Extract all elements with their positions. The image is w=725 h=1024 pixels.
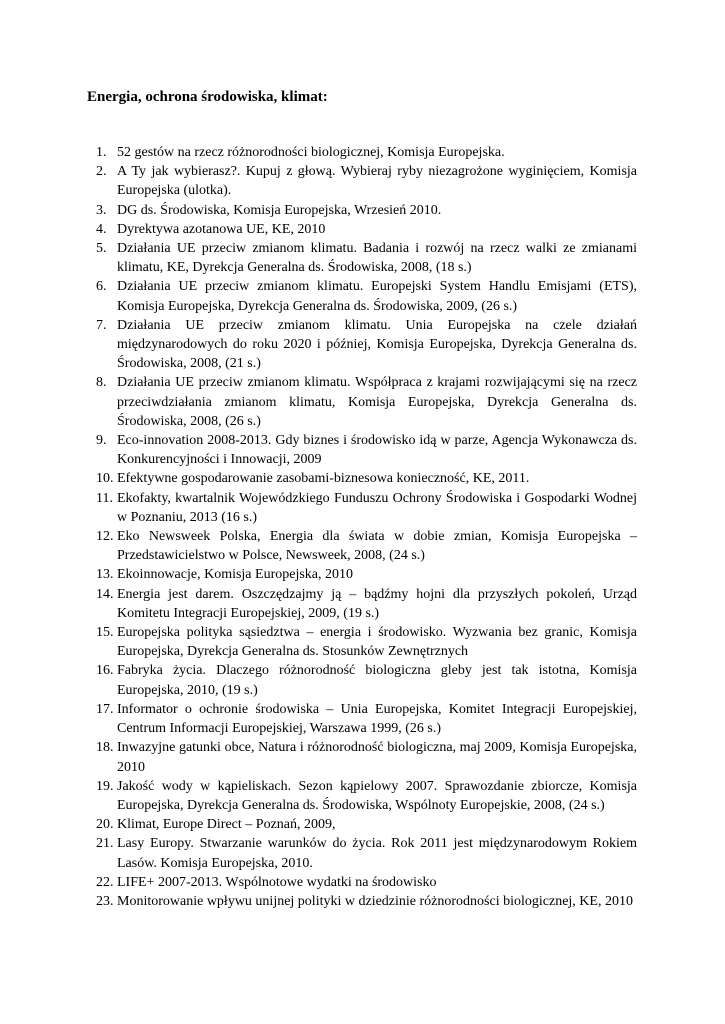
list-item-number: 23. [96, 893, 114, 909]
list-item-number: 17. [96, 701, 114, 717]
list-item [0, 143, 725, 162]
list-item-text: Działania UE przeciw zmianom klimatu. Unia Europejska na czele działań międzynarodowych do roku 2020 i później, Komisja Europejska, Dyrekcja Generalna ds. Środowiska, 2008, (21 s.) [117, 317, 637, 372]
list-item-text: Działania UE przeciw zmianom klimatu. Badania i rozwój na rzecz walki ze zmianami klimatu, KE, Dyrekcja Generalna ds. Środowiska, 2008, (18 s.) [117, 241, 637, 276]
list-item-number: 15. [96, 625, 114, 641]
list-item-number: 10. [96, 471, 114, 487]
list-item-number: 12. [96, 529, 114, 545]
list-item [0, 623, 725, 661]
list-item-text: Eco-innovation 2008-2013. Gdy biznes i środowisko idą w parze, Agencja Wykonawcza ds. Konkurencyjności i Innowacji, 2009 [117, 433, 637, 468]
list-item-text: 52 gestów na rzecz różnorodności biologicznej, Komisja Europejska. [117, 145, 505, 160]
list-item-text: Dyrektywa azotanowa UE, KE, 2010 [117, 221, 326, 237]
list-item [0, 873, 725, 892]
list-item-text: Europejska polityka sąsiedztwa – energia i środowisko. Wyzwania bez granic, Komisja Europejska, Dyrekcja Generalna ds. Stosunków Zewnętrznych [117, 625, 637, 660]
list-item-number: 19. [96, 778, 114, 794]
list-item-text: Informator o ochronie środowiska – Unia Europejska, Komitet Integracji Europejskiej, Centrum Informacji Europejskiej, Warszawa 1999, (26 s.) [117, 701, 637, 737]
list-item-text: Efektywne gospodarowanie zasobami-biznesowa konieczność, KE, 2011. [117, 471, 530, 487]
list-item-text: DG ds. Środowiska, Komisja Europejska, Wrzesień 2010. [117, 202, 442, 218]
bibliography-list [0, 143, 725, 911]
list-item-number: 9. [96, 433, 107, 449]
list-item-text: Eko Newsweek Polska, Energia dla świata w dobie zmian, Komisja Europejska – Przedstawicielstwo w Polsce, Newsweek, 2008, (24 s.) [117, 529, 637, 564]
list-item-text: Klimat, Europe Direct – Poznań, 2009, [117, 817, 336, 833]
list-item [0, 239, 725, 277]
list-item [0, 661, 725, 699]
list-item-number: 11. [96, 490, 113, 506]
list-item-text: LIFE+ 2007-2013. Wspólnotowe wydatki na środowisko [117, 874, 437, 890]
list-item-text: Lasy Europy. Stwarzanie warunków do życia. Rok 2011 jest międzynarodowym Rokiem Lasów. Komisja Europejska, 2010. [117, 836, 637, 871]
list-item-text: Inwazyjne gatunki obce, Natura i różnorodność biologiczna, maj 2009, Komisja Europejska, 2010 [117, 740, 637, 775]
list-item-text: Ekoinnowacje, Komisja Europejska, 2010 [117, 567, 354, 583]
list-item-number: 16. [96, 663, 114, 679]
list-item [0, 700, 725, 738]
list-item [0, 277, 725, 315]
list-item-text: Fabryka życia. Dlaczego różnorodność biologiczna gleby jest tak istotna, Komisja Europejska, 2010, (19 s.) [117, 663, 637, 698]
list-item-text: Działania UE przeciw zmianom klimatu. Europejski System Handlu Emisjami (ETS), Komisja Europejska, Dyrekcja Generalna ds. Środowiska, 2009, (26 s.) [117, 279, 637, 314]
list-item-number: 1. [96, 145, 107, 160]
list-item-number: 2. [96, 164, 107, 180]
list-item [0, 316, 725, 374]
list-item [0, 892, 725, 911]
list-item-text: Działania UE przeciw zmianom klimatu. Współpraca z krajami rozwijającymi się na rzecz przeciwdziałania zmianom klimatu, Komisja Europejska, Dyrekcja Generalna ds. Środowiska, 2008, (26 s.) [117, 375, 637, 429]
list-item-text: Energia jest darem. Oszczędzajmy ją – bądźmy hojni dla przyszłych pokoleń, Urząd Komitetu Integracji Europejskiej, 2009, (19 s.) [117, 586, 637, 621]
list-item-text: A Ty jak wybierasz?. Kupuj z głową. Wybieraj ryby niezagrożone wyginięciem, Komisja Europejska (ulotka). [117, 164, 637, 199]
list-item-text: Jakość wody w kąpieliskach. Sezon kąpielowy 2007. Sprawozdanie zbiorcze, Komisja Europejska, Dyrekcja Generalna ds. Środowiska, Wspólnoty Europejskie, 2008, (24 s.) [117, 778, 637, 813]
list-item [0, 489, 725, 527]
list-item [0, 777, 725, 815]
list-item-number: 21. [96, 836, 114, 852]
list-item-text: Ekofakty, kwartalnik Wojewódzkiego Funduszu Ochrony Środowiska i Gospodarki Wodnej w Poznaniu, 2013 (16 s.) [117, 490, 637, 525]
section-heading: Energia, ochrona środowiska, klimat: [87, 89, 328, 105]
list-item [0, 527, 725, 565]
list-item [0, 220, 725, 239]
list-item-number: 13. [96, 567, 114, 583]
list-item-number: 3. [96, 202, 107, 218]
list-item-number: 4. [96, 221, 107, 237]
list-item-number: 14. [96, 586, 114, 602]
list-item [0, 201, 725, 220]
list-item-number: 18. [96, 740, 114, 756]
list-item [0, 431, 725, 469]
list-item [0, 738, 725, 776]
list-item [0, 585, 725, 623]
list-item-number: 8. [96, 375, 107, 391]
list-item-number: 22. [96, 874, 114, 890]
list-item-number: 20. [96, 817, 114, 833]
list-item-number: 6. [96, 279, 107, 295]
list-item-number: 7. [96, 317, 107, 333]
list-item [0, 373, 725, 431]
list-item-text: Monitorowanie wpływu unijnej polityki w dziedzinie różnorodności biologicznej, KE, 2010 [117, 893, 633, 909]
list-item [0, 469, 725, 488]
list-item [0, 834, 725, 872]
list-item-number: 5. [96, 241, 107, 257]
list-item [0, 565, 725, 584]
list-item [0, 815, 725, 834]
list-item [0, 162, 725, 200]
